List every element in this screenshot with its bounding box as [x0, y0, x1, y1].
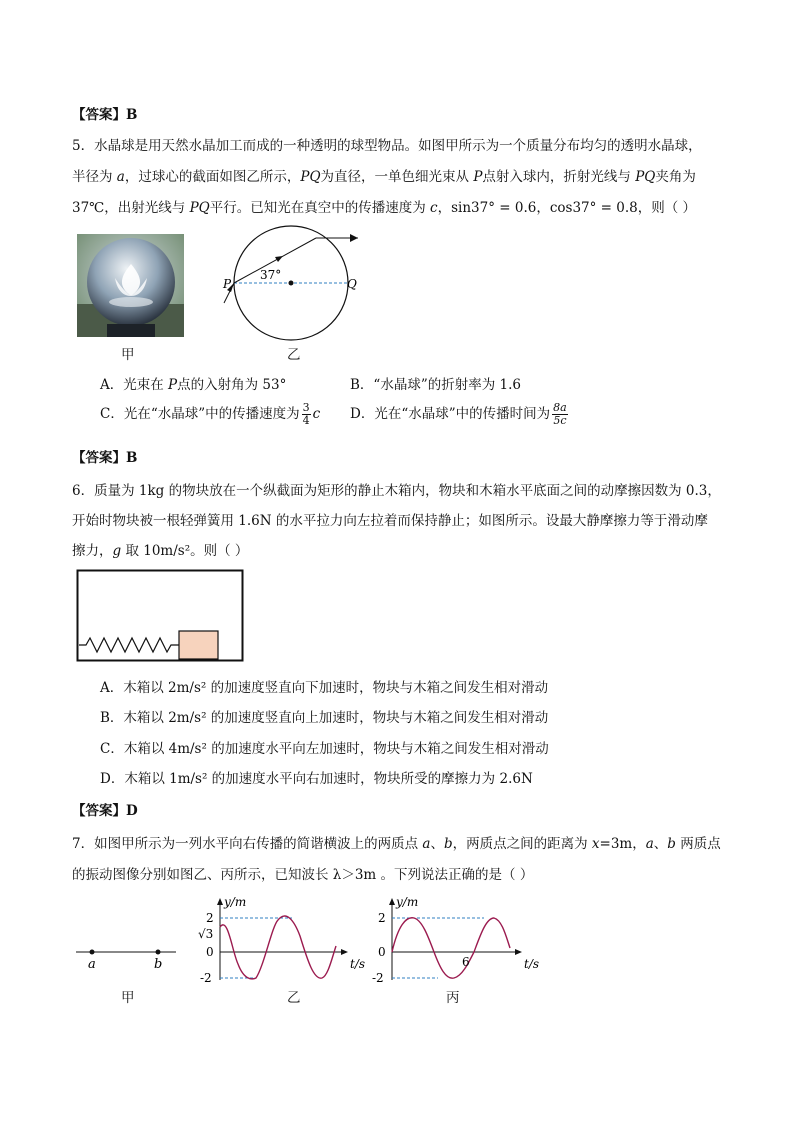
q5-option-b: B．“水晶球”的折射率为 1.6: [350, 377, 521, 393]
q4-answer: 【答案】B: [72, 107, 138, 123]
point-P-label: P: [223, 277, 232, 291]
point-Q-label: Q: [347, 277, 357, 291]
q5-line2: 半径为 a，过球心的截面如图乙所示，PQ为直径，一单色细光束从 P点射入球内，折射光线与 PQ夹角为: [72, 169, 696, 185]
q6-option-c: C．木箱以 4m/s² 的加速度水平向左加速时，物块与木箱之间发生相对滑动: [100, 741, 549, 757]
q6-option-a: A．木箱以 2m/s² 的加速度竖直向下加速时，物块与木箱之间发生相对滑动: [100, 680, 549, 696]
q7-fig-yi-label: 乙: [287, 990, 301, 1006]
q5-fig-yi-label: 乙: [287, 347, 301, 363]
q6-option-b: B．木箱以 2m/s² 的加速度竖直向上加速时，物块与木箱之间发生相对滑动: [100, 710, 549, 726]
bing-tick-0: 0: [378, 945, 386, 959]
q5-answer: 【答案】B: [72, 450, 138, 466]
q5-fig-jia-label: 甲: [121, 347, 135, 363]
q7-line2: 的振动图像分别如图乙、丙所示，已知波长 λ＞3m 。下列说法正确的是（ ）: [72, 867, 534, 883]
q5-option-c: C．光在“水晶球”中的传播速度为 $\frac{3}{4}$ c: [100, 401, 321, 427]
bing-tick-2: 2: [378, 911, 386, 925]
q6-answer: 【答案】D: [72, 803, 138, 819]
q6-option-d: D．木箱以 1m/s² 的加速度水平向右加速时，物块所受的摩擦力为 2.6N: [100, 771, 533, 787]
yi-ylabel: y/m: [224, 896, 247, 909]
yi-xlabel: t/s: [350, 957, 366, 971]
q5-circle-diagram: [220, 224, 370, 348]
bing-ylabel: y/m: [396, 896, 419, 909]
yi-tick-0: 0: [206, 945, 214, 959]
spring: [79, 638, 179, 652]
yi-tick-2: 2: [206, 911, 214, 925]
q7-graph-yi: [196, 896, 366, 986]
bing-tick-6: 6: [462, 955, 470, 969]
q7-fig-bing-label: 丙: [446, 990, 460, 1006]
q5-line1: 5．水晶球是用天然水晶加工而成的一种透明的球型物品。如图甲所示为一个质量分布均匀的透明水晶球，: [72, 138, 702, 154]
angle-label: 37°: [260, 268, 282, 282]
q7-line1: 7．如图甲所示为一列水平向右传播的简谐横波上的两质点 a、b，两质点之间的距离为 x=3m，a、b 两质点: [72, 836, 721, 852]
q5-option-d: D．光在“水晶球”中的传播时间为 $\frac{8a}{5c}$: [350, 401, 567, 427]
q5-line3: 37℃，出射光线与 PQ平行。已知光在真空中的传播速度为 c，sin37° = 0.6，cos37° = 0.8，则（ ）: [72, 200, 697, 216]
q7-graph-bing: [370, 896, 550, 986]
q7-line-diagram: [76, 940, 181, 970]
point-b-label: b: [154, 957, 163, 970]
yi-tick-m2: -2: [200, 971, 212, 985]
q6-box-diagram: [76, 569, 246, 663]
q7-fig-jia-label: 甲: [121, 990, 135, 1006]
q6-line2: 开始时物块被一根轻弹簧用 1.6N 的水平拉力向左拉着而保持静止；如图所示。设最大静摩擦力等于滑动摩: [72, 513, 708, 529]
crystal-ball-photo: [77, 234, 184, 337]
q5-option-a: A．光束在 P点的入射角为 53°: [100, 377, 287, 393]
bing-xlabel: t/s: [524, 957, 540, 971]
block: [179, 631, 218, 659]
q6-line1: 6．质量为 1kg 的物块放在一个纵截面为矩形的静止木箱内，物块和木箱水平底面之间的动摩擦因数为 0.3，: [72, 483, 721, 499]
yi-tick-sqrt3: √3: [198, 927, 214, 941]
bing-tick-m2: -2: [372, 971, 384, 985]
q6-line3: 擦力，g 取 10m/s²。则（ ）: [72, 543, 249, 559]
point-a-label: a: [88, 957, 96, 970]
